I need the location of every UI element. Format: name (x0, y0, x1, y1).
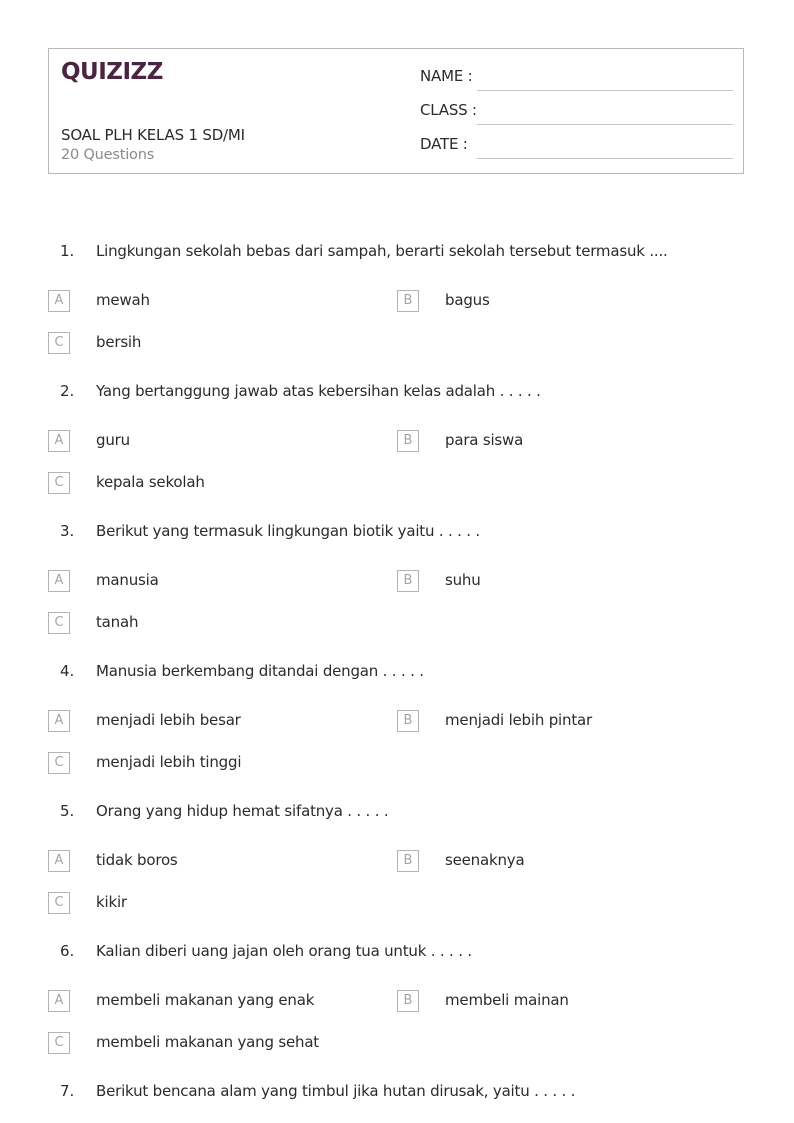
option-text: mewah (96, 291, 150, 309)
option-text: kepala sekolah (96, 473, 205, 491)
option-letter-box[interactable]: B (397, 430, 419, 452)
option-letter-box[interactable]: C (48, 612, 70, 634)
option-letter-box[interactable]: B (397, 570, 419, 592)
option-text: bersih (96, 333, 142, 351)
option-text: para siswa (445, 431, 524, 449)
option-letter-box[interactable]: A (48, 570, 70, 592)
question-number: 2. (60, 382, 75, 400)
class-line[interactable] (477, 124, 733, 125)
option-letter-box[interactable]: C (48, 892, 70, 914)
option-text: tanah (96, 613, 139, 631)
option-text: bagus (445, 291, 490, 309)
quizizz-logo: QUIZIZZ (61, 59, 163, 85)
q1-option-c[interactable] (48, 332, 378, 356)
q3-option-a[interactable] (48, 570, 378, 594)
q4-option-c[interactable] (48, 752, 378, 776)
question-text: Kalian diberi uang jajan oleh orang tua untuk . . . . . (96, 942, 472, 960)
question-count: 20 Questions (61, 147, 155, 163)
option-letter-box[interactable]: C (48, 472, 70, 494)
option-text: menjadi lebih tinggi (96, 753, 242, 771)
question-number: 7. (60, 1082, 75, 1100)
option-letter-box[interactable]: C (48, 1032, 70, 1054)
worksheet-title: SOAL PLH KELAS 1 SD/MI (61, 126, 245, 144)
q3-option-c[interactable] (48, 612, 378, 636)
question-4 (0, 662, 794, 686)
q3-option-b[interactable] (397, 570, 727, 594)
option-text: guru (96, 431, 130, 449)
option-letter-box[interactable]: B (397, 290, 419, 312)
option-letter-box[interactable]: A (48, 710, 70, 732)
question-text: Berikut bencana alam yang timbul jika hutan dirusak, yaitu . . . . . (96, 1082, 576, 1100)
option-letter-box[interactable]: C (48, 752, 70, 774)
question-3 (0, 522, 794, 546)
date-field[interactable] (420, 135, 733, 159)
date-label: DATE : (420, 135, 468, 153)
q6-option-b[interactable] (397, 990, 727, 1014)
worksheet-header (48, 48, 744, 174)
question-5 (0, 802, 794, 826)
option-letter-box[interactable]: C (48, 332, 70, 354)
q4-option-a[interactable] (48, 710, 378, 734)
class-label: CLASS : (420, 101, 477, 119)
question-text: Yang bertanggung jawab atas kebersihan kelas adalah . . . . . (96, 382, 541, 400)
q1-option-b[interactable] (397, 290, 727, 314)
date-line[interactable] (477, 158, 733, 159)
option-text: manusia (96, 571, 159, 589)
option-letter-box[interactable]: B (397, 990, 419, 1012)
option-letter-box[interactable]: B (397, 850, 419, 872)
option-text: kikir (96, 893, 127, 911)
option-text: membeli makanan yang enak (96, 991, 315, 1009)
question-2 (0, 382, 794, 406)
question-number: 5. (60, 802, 75, 820)
class-field[interactable] (420, 101, 733, 125)
option-letter-box[interactable]: A (48, 850, 70, 872)
question-text: Manusia berkembang ditandai dengan . . . . . (96, 662, 424, 680)
option-text: suhu (445, 571, 481, 589)
q6-option-c[interactable] (48, 1032, 378, 1056)
question-number: 6. (60, 942, 75, 960)
name-field[interactable] (420, 67, 733, 91)
question-number: 3. (60, 522, 75, 540)
option-text: menjadi lebih besar (96, 711, 241, 729)
question-text: Orang yang hidup hemat sifatnya . . . . . (96, 802, 389, 820)
q6-option-a[interactable] (48, 990, 378, 1014)
question-number: 1. (60, 242, 75, 260)
question-text: Berikut yang termasuk lingkungan biotik yaitu . . . . . (96, 522, 480, 540)
option-text: seenaknya (445, 851, 525, 869)
option-letter-box[interactable]: B (397, 710, 419, 732)
q5-option-c[interactable] (48, 892, 378, 916)
q2-option-b[interactable] (397, 430, 727, 454)
option-letter-box[interactable]: A (48, 990, 70, 1012)
q2-option-c[interactable] (48, 472, 378, 496)
question-text: Lingkungan sekolah bebas dari sampah, berarti sekolah tersebut termasuk .... (96, 242, 668, 260)
name-label: NAME : (420, 67, 473, 85)
q5-option-b[interactable] (397, 850, 727, 874)
q4-option-b[interactable] (397, 710, 727, 734)
q2-option-a[interactable] (48, 430, 378, 454)
q5-option-a[interactable] (48, 850, 378, 874)
option-text: membeli makanan yang sehat (96, 1033, 319, 1051)
option-letter-box[interactable]: A (48, 430, 70, 452)
option-text: menjadi lebih pintar (445, 711, 592, 729)
question-6 (0, 942, 794, 966)
option-text: tidak boros (96, 851, 178, 869)
option-letter-box[interactable]: A (48, 290, 70, 312)
question-1 (0, 242, 794, 266)
name-line[interactable] (477, 90, 733, 91)
question-7 (0, 1082, 794, 1106)
q1-option-a[interactable] (48, 290, 378, 314)
option-text: membeli mainan (445, 991, 569, 1009)
question-number: 4. (60, 662, 75, 680)
